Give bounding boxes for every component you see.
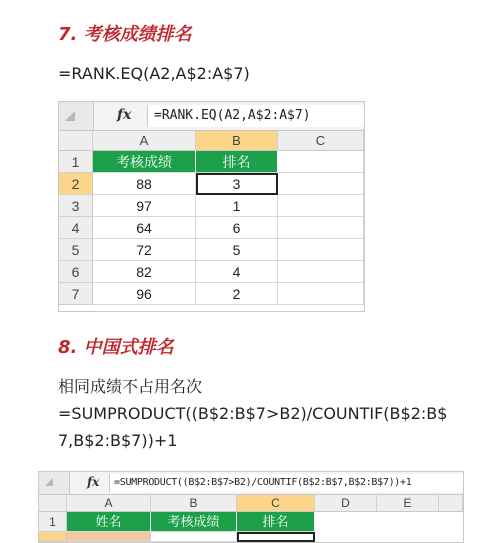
cell-score[interactable]: 64 [93, 217, 196, 239]
row-header-4[interactable]: 4 [59, 217, 93, 239]
cell-score[interactable]: 82 [93, 261, 196, 283]
column-header-c[interactable]: C [237, 495, 315, 512]
cell-rank[interactable]: 5 [196, 239, 278, 261]
section-8-description: 相同成绩不占用名次 [58, 377, 203, 396]
column-header-b[interactable]: B [151, 495, 237, 512]
spreadsheet-sumproduct [38, 471, 464, 543]
name-box[interactable] [39, 472, 70, 494]
row-header-3[interactable]: 3 [59, 195, 93, 217]
select-all-corner[interactable] [39, 495, 67, 512]
fx-icon[interactable]: fx [117, 107, 132, 123]
column-header-b[interactable]: B [196, 131, 278, 151]
column-header-d[interactable]: D [315, 495, 377, 512]
formula-bar [59, 102, 364, 131]
cell-score[interactable]: 72 [93, 239, 196, 261]
cell-empty[interactable] [278, 283, 364, 305]
cell-rank[interactable]: 4 [196, 261, 278, 283]
cell-c1[interactable] [278, 151, 364, 173]
column-header-c[interactable]: C [278, 131, 364, 151]
row-header-6[interactable]: 6 [59, 261, 93, 283]
name-box-dropdown-icon [45, 478, 53, 486]
cell-score[interactable]: 96 [93, 283, 196, 305]
row-header-5[interactable]: 5 [59, 239, 93, 261]
cell-c1-rank-header[interactable]: 排名 [237, 512, 315, 532]
cell-b1-score-header[interactable]: 考核成绩 [151, 512, 237, 532]
section-8-heading: 8. 中国式排名 [58, 337, 174, 358]
name-box-dropdown-icon [65, 111, 75, 121]
section-8-formula-line-2: 7,B$2:B$7))+1 [58, 431, 178, 450]
fx-icon[interactable]: fx [87, 475, 100, 489]
cell-a1-score-header[interactable]: 考核成绩 [93, 151, 196, 173]
row-header-7[interactable]: 7 [59, 283, 93, 305]
cell-rank-active[interactable]: 3 [196, 173, 278, 195]
cell-rank[interactable]: 6 [196, 217, 278, 239]
row-header-2[interactable]: 2 [59, 173, 93, 195]
row-header-1[interactable]: 1 [39, 512, 67, 532]
cell-empty[interactable] [278, 239, 364, 261]
cell-empty[interactable] [278, 195, 364, 217]
formula-input[interactable]: =RANK.EQ(A2,A$2:A$7) [147, 105, 364, 127]
section-7-formula: =RANK.EQ(A2,A$2:A$7) [58, 64, 250, 83]
cell-score[interactable]: 97 [93, 195, 196, 217]
cell-a1-name-header[interactable]: 姓名 [67, 512, 151, 532]
column-header-a[interactable]: A [67, 495, 151, 512]
cell-rank[interactable]: 2 [196, 283, 278, 305]
section-8-formula-line-1: =SUMPRODUCT((B$2:B$7>B2)/COUNTIF(B$2:B$ [58, 404, 448, 423]
column-header-a[interactable]: A [93, 131, 196, 151]
cell-empty[interactable] [278, 217, 364, 239]
column-header-f[interactable] [439, 495, 463, 512]
name-box[interactable] [59, 102, 94, 130]
column-header-e[interactable]: E [377, 495, 439, 512]
formula-bar [39, 472, 463, 495]
section-7-heading: 7. 考核成绩排名 [58, 24, 192, 45]
cell-empty[interactable] [278, 173, 364, 195]
row-header-1[interactable]: 1 [59, 151, 93, 173]
spreadsheet-rank-eq [58, 101, 365, 312]
cell-score[interactable]: 88 [93, 173, 196, 195]
cell-rank[interactable]: 1 [196, 195, 278, 217]
select-all-corner[interactable] [59, 131, 93, 151]
cell-b1-rank-header[interactable]: 排名 [196, 151, 278, 173]
formula-input[interactable]: =SUMPRODUCT((B$2:B$7>B2)/COUNTIF(B$2:B$7,B$2:B$7))+1 [109, 474, 463, 492]
cell-empty[interactable] [278, 261, 364, 283]
